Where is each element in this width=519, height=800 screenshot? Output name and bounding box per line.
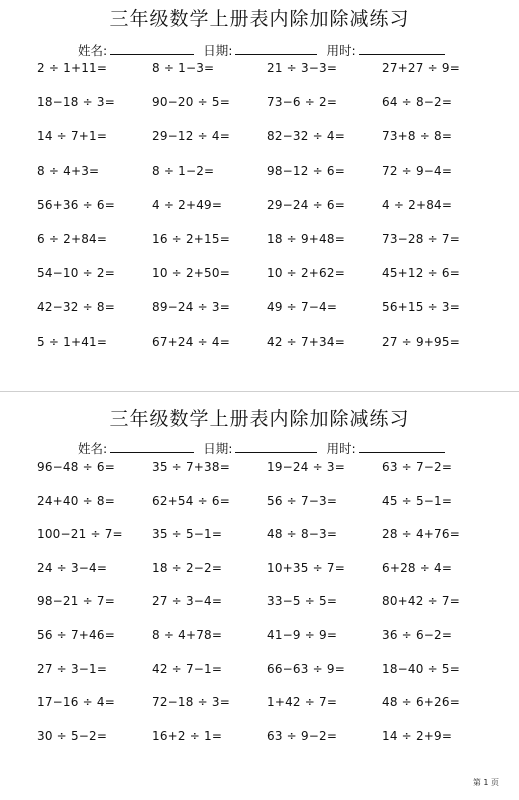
- math-problem: 80+42 ÷ 7=: [382, 594, 460, 609]
- problem-grid: [37, 61, 497, 369]
- math-problem: 73−28 ÷ 7=: [382, 231, 460, 246]
- date-blank: [235, 42, 317, 55]
- math-problem: 82−32 ÷ 4=: [267, 129, 345, 144]
- math-problem: 14 ÷ 7+1=: [37, 129, 108, 144]
- date-label: 日期:: [203, 441, 233, 456]
- math-problem: 27+27 ÷ 9=: [382, 61, 460, 75]
- math-problem: 62+54 ÷ 6=: [152, 493, 230, 508]
- math-problem: 56 ÷ 7−3=: [267, 493, 338, 508]
- math-problem: 72 ÷ 9−4=: [382, 163, 453, 178]
- math-problem: 90−20 ÷ 5=: [152, 95, 230, 110]
- problem-row: [37, 198, 497, 232]
- math-problem: 72−18 ÷ 3=: [152, 695, 230, 710]
- math-problem: 73−6 ÷ 2=: [267, 95, 338, 110]
- name-blank: [110, 440, 194, 453]
- math-problem: 64 ÷ 8−2=: [382, 95, 453, 110]
- math-problem: 14 ÷ 2+9=: [382, 728, 453, 743]
- math-problem: 45 ÷ 5−1=: [382, 493, 453, 508]
- math-problem: 42 ÷ 7+34=: [267, 334, 345, 349]
- math-problem: 29−12 ÷ 4=: [152, 129, 230, 144]
- math-problem: 1+42 ÷ 7=: [267, 695, 338, 710]
- math-problem: 8 ÷ 4+3=: [37, 163, 100, 178]
- worksheet-title: 三年级数学上册表内除加除减练习: [109, 408, 410, 430]
- problem-row: [37, 164, 497, 198]
- math-problem: 63 ÷ 9−2=: [267, 728, 338, 743]
- problem-row: [37, 628, 497, 662]
- problem-row: [37, 335, 497, 369]
- math-problem: 6+28 ÷ 4=: [382, 560, 453, 575]
- math-problem: 16 ÷ 2+15=: [152, 231, 230, 246]
- math-problem: 16+2 ÷ 1=: [152, 728, 223, 743]
- math-problem: 49 ÷ 7−4=: [267, 300, 338, 315]
- math-problem: 8 ÷ 1−2=: [152, 163, 215, 178]
- problem-row: [37, 494, 497, 528]
- student-info-line: [78, 439, 454, 457]
- math-problem: 24 ÷ 3−4=: [37, 560, 108, 575]
- name-blank: [110, 42, 194, 55]
- student-info-line: [78, 41, 454, 59]
- math-problem: 42−32 ÷ 8=: [37, 300, 115, 315]
- math-problem: 41−9 ÷ 9=: [267, 627, 338, 642]
- math-problem: 2 ÷ 1+11=: [37, 61, 108, 75]
- math-problem: 4 ÷ 2+84=: [382, 197, 453, 212]
- math-problem: 10+35 ÷ 7=: [267, 560, 345, 575]
- worksheet-title: 三年级数学上册表内除加除减练习: [109, 8, 410, 30]
- math-problem: 45+12 ÷ 6=: [382, 266, 460, 281]
- math-problem: 48 ÷ 8−3=: [267, 527, 338, 542]
- math-problem: 33−5 ÷ 5=: [267, 594, 338, 609]
- math-problem: 10 ÷ 2+62=: [267, 266, 345, 281]
- time-blank: [359, 440, 445, 453]
- math-problem: 36 ÷ 6−2=: [382, 627, 453, 642]
- math-problem: 56+15 ÷ 3=: [382, 300, 460, 315]
- math-problem: 30 ÷ 5−2=: [37, 728, 108, 743]
- math-problem: 4 ÷ 2+49=: [152, 197, 223, 212]
- worksheet-bottom: [0, 392, 519, 772]
- page-number: 第 1 页: [472, 778, 499, 787]
- problem-row: [37, 594, 497, 628]
- problem-row: [37, 695, 497, 729]
- problem-grid: [37, 460, 497, 762]
- math-problem: 18−18 ÷ 3=: [37, 95, 115, 110]
- name-label: 姓名:: [78, 43, 108, 58]
- time-blank: [359, 42, 445, 55]
- math-problem: 56 ÷ 7+46=: [37, 627, 115, 642]
- problem-row: [37, 527, 497, 561]
- math-problem: 24+40 ÷ 8=: [37, 493, 115, 508]
- math-problem: 63 ÷ 7−2=: [382, 460, 453, 474]
- math-problem: 18 ÷ 2−2=: [152, 560, 223, 575]
- math-problem: 6 ÷ 2+84=: [37, 231, 108, 246]
- problem-row: [37, 95, 497, 129]
- math-problem: 27 ÷ 3−1=: [37, 661, 108, 676]
- math-problem: 48 ÷ 6+26=: [382, 695, 460, 710]
- time-label: 用时:: [326, 43, 356, 58]
- math-problem: 67+24 ÷ 4=: [152, 334, 230, 349]
- problem-row: [37, 561, 497, 595]
- math-problem: 8 ÷ 1−3=: [152, 61, 215, 75]
- math-problem: 35 ÷ 5−1=: [152, 527, 223, 542]
- math-problem: 98−21 ÷ 7=: [37, 594, 115, 609]
- name-label: 姓名:: [78, 441, 108, 456]
- math-problem: 54−10 ÷ 2=: [37, 266, 115, 281]
- math-problem: 28 ÷ 4+76=: [382, 527, 460, 542]
- math-problem: 35 ÷ 7+38=: [152, 460, 230, 474]
- problem-row: [37, 662, 497, 696]
- math-problem: 17−16 ÷ 4=: [37, 695, 115, 710]
- math-problem: 5 ÷ 1+41=: [37, 334, 108, 349]
- math-problem: 21 ÷ 3−3=: [267, 61, 338, 75]
- math-problem: 96−48 ÷ 6=: [37, 460, 115, 474]
- math-problem: 56+36 ÷ 6=: [37, 197, 115, 212]
- date-label: 日期:: [203, 43, 233, 58]
- problem-row: [37, 266, 497, 300]
- math-problem: 18 ÷ 9+48=: [267, 231, 345, 246]
- date-blank: [235, 440, 317, 453]
- math-problem: 73+8 ÷ 8=: [382, 129, 453, 144]
- math-problem: 18−40 ÷ 5=: [382, 661, 460, 676]
- time-label: 用时:: [326, 441, 356, 456]
- problem-row: [37, 460, 497, 494]
- problem-row: [37, 232, 497, 266]
- problem-row: [37, 129, 497, 163]
- math-problem: 29−24 ÷ 6=: [267, 197, 345, 212]
- problem-row: [37, 300, 497, 334]
- worksheet-top: [0, 0, 519, 392]
- math-problem: 27 ÷ 9+95=: [382, 334, 460, 349]
- math-problem: 100−21 ÷ 7=: [37, 527, 123, 542]
- math-problem: 10 ÷ 2+50=: [152, 266, 230, 281]
- math-problem: 42 ÷ 7−1=: [152, 661, 223, 676]
- math-problem: 27 ÷ 3−4=: [152, 594, 223, 609]
- math-problem: 8 ÷ 4+78=: [152, 627, 223, 642]
- math-problem: 66−63 ÷ 9=: [267, 661, 345, 676]
- problem-row: [37, 729, 497, 763]
- problem-row: [37, 61, 497, 95]
- math-problem: 89−24 ÷ 3=: [152, 300, 230, 315]
- math-problem: 19−24 ÷ 3=: [267, 460, 345, 474]
- math-problem: 98−12 ÷ 6=: [267, 163, 345, 178]
